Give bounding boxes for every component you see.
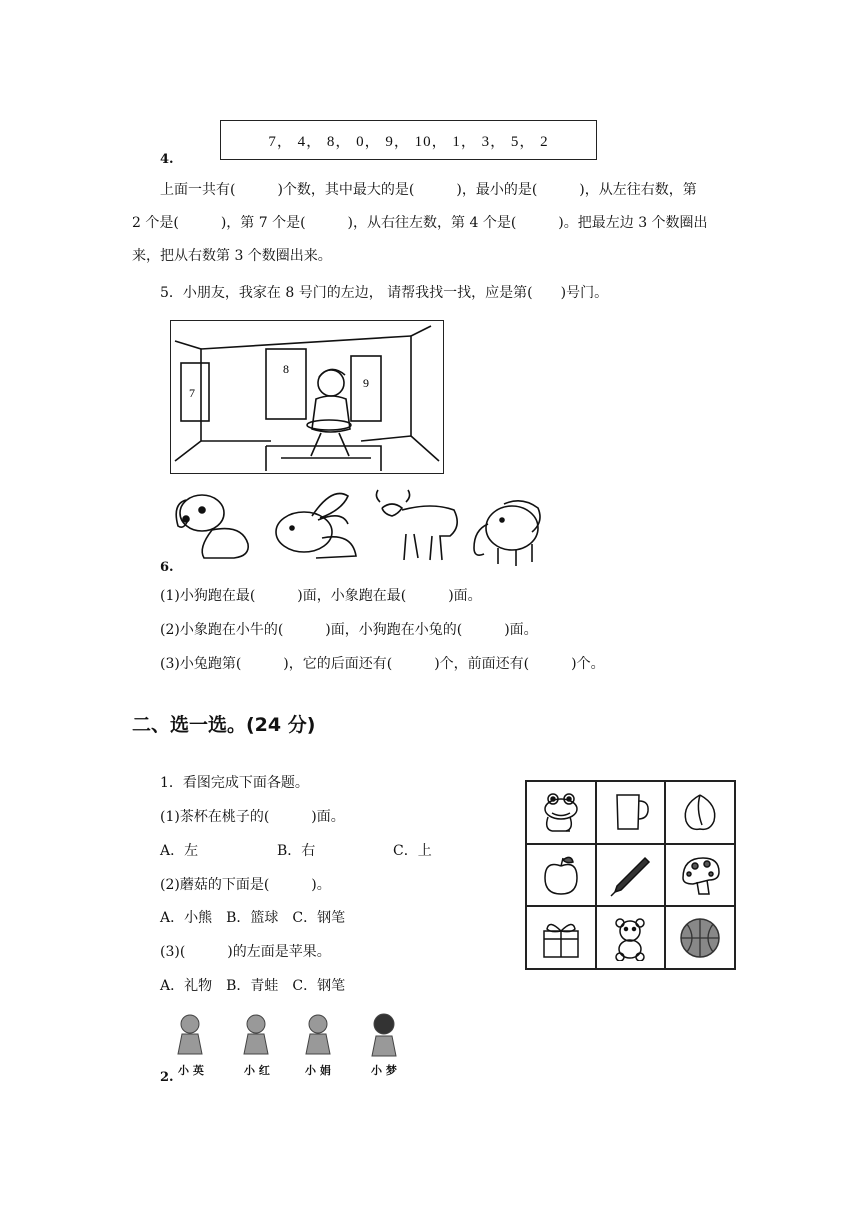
bear-cell [596, 906, 666, 969]
q4-line1: 上面一共有( )个数，其中最大的是( )，最小的是( )，从左往右数，第 [160, 182, 697, 198]
s2q1-p1-option-b: B．右 [277, 843, 316, 859]
peach-cell [665, 781, 735, 844]
q4-line2: 2 个是( )，第 7 个是( )，从右往左数，第 4 个是( )。把最左边 3 个数圈出 [132, 215, 708, 231]
kid-name-4: 小 梦 [371, 1064, 397, 1077]
picture-grid [525, 780, 736, 970]
animals-row [172, 488, 562, 572]
dog-icon [176, 495, 248, 558]
doors-illustration [170, 320, 444, 474]
s2q1-p2-options: A．小熊 B．篮球 C．钢笔 [160, 910, 346, 926]
s2q1-p3-options: A．礼物 B．青蛙 C．钢笔 [160, 978, 346, 994]
q6-line1: (1)小狗跑在最( )面，小象跑在最( )面。 [160, 588, 482, 604]
kid-name-1: 小 英 [178, 1064, 204, 1077]
kid-name-2: 小 红 [244, 1064, 270, 1077]
cup-cell [596, 781, 666, 844]
pen-icon [607, 852, 653, 898]
frog-icon [538, 789, 584, 835]
s2q2-label: 2. [160, 1070, 174, 1085]
bear-icon [607, 915, 653, 961]
section2-heading: 二、选一选。(24 分) [132, 714, 316, 736]
s2q1-p1-option-a: A．左 [160, 843, 199, 859]
s2q1-p1: (1)茶杯在桃子的( )面。 [160, 809, 345, 825]
s2q1-p1-option-c: C．上 [393, 843, 432, 859]
s2q1-p2: (2)蘑菇的下面是( )。 [160, 877, 331, 893]
q6-line3: (3)小兔跑第( )，它的后面还有( )个，前面还有( )个。 [160, 656, 605, 672]
mushroom-cell [665, 844, 735, 907]
basketball-cell [665, 906, 735, 969]
kid-4-icon [372, 1014, 396, 1056]
mushroom-icon [677, 852, 723, 898]
kid-3-icon [306, 1015, 330, 1054]
apple-cell [526, 844, 596, 907]
pen-cell [596, 844, 666, 907]
kids-row [170, 1012, 410, 1060]
gift-cell [526, 906, 596, 969]
ox-icon [376, 490, 457, 560]
q6-label: 6. [160, 560, 174, 575]
peach-icon [677, 789, 723, 835]
basketball-icon [677, 915, 723, 961]
elephant-icon [474, 501, 540, 566]
kid-1-icon [178, 1015, 202, 1054]
number-sequence-box [220, 120, 597, 160]
q4-line3: 来，把从右数第 3 个数圈出来。 [132, 248, 332, 264]
kid-name-3: 小 娟 [305, 1064, 331, 1077]
hallway-drawing [171, 321, 442, 472]
frog-cell [526, 781, 596, 844]
q4-label: 4. [160, 152, 174, 167]
door-9-number: 9 [363, 376, 369, 390]
door-8-number: 8 [283, 362, 289, 376]
apple-icon [538, 852, 584, 898]
gift-icon [538, 915, 584, 961]
kid-2-icon [244, 1015, 268, 1054]
door-7-number: 7 [189, 386, 195, 400]
q5-text: 5．小朋友，我家在 8 号门的左边， 请帮我找一找，应是第( )号门。 [160, 285, 609, 301]
s2q1-p3: (3)( )的左面是苹果。 [160, 944, 331, 960]
q6-line2: (2)小象跑在小牛的( )面，小狗跑在小兔的( )面。 [160, 622, 538, 638]
rabbit-icon [276, 494, 356, 559]
s2q1-title: 1．看图完成下面各题。 [160, 775, 309, 791]
cup-icon [607, 789, 653, 835]
number-sequence: 7， 4， 8， 0， 9， 10， 1， 3， 5， 2 [268, 133, 549, 150]
